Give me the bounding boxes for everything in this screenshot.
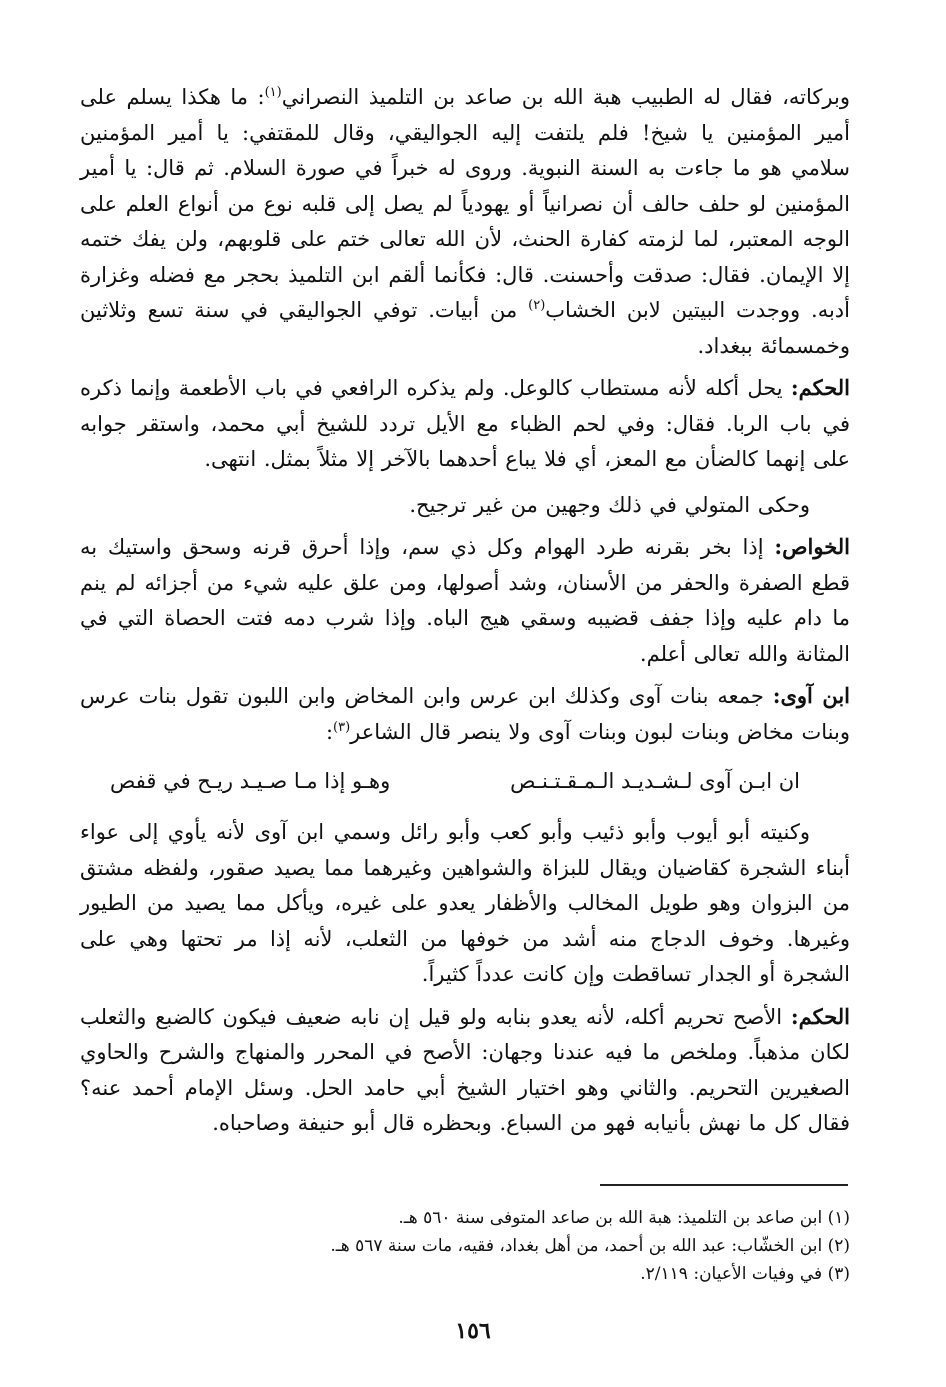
main-text-body [80, 80, 850, 1142]
footnote-marker: (١) [264, 85, 282, 100]
paragraph-text: يحل أكله لأنه مستطاب كالوعل. ولم يذكره الرافعي في باب الأطعمة وإنما ذكره في باب الربا. فقال: وفي لحم الظباء مع الأيل تردد للشيخ أبي محمد، واستقر جوابه على إنهما كالضأن مع المعز، أي فلا يباع أحدهما بالآخر إلا مثلاً بمثل. انتهى. [80, 376, 850, 471]
paragraph-ruling [80, 370, 850, 478]
paragraph-ruling-jackal [80, 999, 850, 1142]
paragraph-properties [80, 529, 850, 672]
poem-verse [80, 764, 850, 799]
footnotes [80, 1204, 850, 1288]
paragraph-text: وبركاته، فقال له الطبيب هبة الله بن صاعد بن التلميذ النصراني [281, 85, 850, 109]
paragraph-text: وكنيته أبو أيوب وأبو ذئيب وأبو كعب وأبو رائل وسمي ابن آوى لأنه يأوي إلى عواء أبناء الشجرة كقاضيان ويقال للبزاة والشواهين وغيرهما مما يصيد صقور، ولفظه مشتق من البزوان وهو طويل المخالب والأظفار يعدو على غيره، ويأكل مما يصيد من الطيور وغيرها. وخوف الدجاج منه أشد من خوفها من الثعلب، لأنه إذا مر تحتها وهي على الشجرة أو الجدار تساقطت وإن كانت عدداً كثيراً. [80, 820, 850, 986]
paragraph-text: إذا بخر بقرنه طرد الهوام وكل ذي سم، وإذا أحرق قرنه وسحق واستيك به قطع الصفرة والحفر من الأسنان، وشد أصولها، ومن علق عليه شيء من أجزائه لم ينم ما دام عليه وإذا جفف قضيبه وسقي هيج الباه. وإذا شرب دمه فتت الحصاة التي في المثانة والله تعالى أعلم. [80, 535, 850, 666]
paragraph-text: من أبيات. توفي الجواليقي في سنة تسع وثلاثين وخمسمائة ببغداد. [80, 298, 850, 358]
paragraph-text: جمعه بنات آوى وكذلك ابن عرس وابن المخاض وابن اللبون تقول بنات عرس وبنات مخاض وبنات لبون وبنات آوى ولا ينصر قال الشاعر [80, 684, 850, 744]
section-term: الخواص: [774, 534, 850, 559]
footnote-item: (٢) ابن الخشّاب: عبد الله بن أحمد، من أهل بغداد، فقيه، مات سنة ٥٦٧ هـ. [330, 1236, 850, 1256]
section-term: ابن آوى: [772, 683, 850, 708]
verse-left-hemistich: وهـو إذا مـا صـيـد ريـح في قفص [110, 769, 391, 793]
section-term: الحكم: [790, 375, 850, 400]
paragraph-text: : [325, 719, 334, 744]
footnote-marker: (٢) [528, 298, 546, 313]
paragraph-text: : ما هكذا يسلم على أمير المؤمنين يا شيخ! فلم يلتفت إليه الجواليقي، وقال للمقتفي: يا أمير المؤمنين سلامي هو ما جاءت به السنة النبوية. وروى له خبراً في صورة السلام. ثم قال: يا أمير المؤمنين لو حلف حالف أن نصرانياً أو يهودياً لم يصل إلى قلبه نوع من أنواع العلم على الوجه المعتبر، لما لزمته كفارة الحنث، لأن الله تعالى ختم على قلوبهم، ولن يفك ختمه إلا الإيمان. فقال: صدقت وأحسنت. قال: فكأنما ألقم ابن التلميذ بحجر مع فضله وغزارة أدبه. ووجدت البيتين لابن الخشاب [80, 85, 850, 322]
footnote-item: (٣) في وفيات الأعيان: ٢/١١٩. [640, 1264, 850, 1284]
section-term: الحكم: [790, 1003, 850, 1029]
footnote-item: (١) ابن صاعد بن التلميذ: هبة الله بن صاعد المتوفى سنة ٥٦٠ هـ. [398, 1208, 850, 1228]
footnote-marker: (٣) [333, 719, 351, 735]
page-number: ١٥٦ [455, 1318, 491, 1344]
paragraph-text: الأصح تحريم أكله، لأنه يعدو بنابه ولو قيل إن نابه ضعيف فيكون كالضبع والثعلب لكان مذهباً. وملخص ما فيه عندنا وجهان: الأصح في المحرر والمنهاج والشرح والحاوي الصغيرين التحريم. والثاني وهو اختيار الشيخ أبي حامد الحل. وسئل الإمام أحمد عنه؟ فقال كل ما نهش بأنيابه فهو من السباع. وبحظره قال أبو حنيفة وصاحباه. [80, 1004, 850, 1135]
paragraph-kunya [80, 815, 850, 993]
paragraph-jackal [80, 678, 850, 750]
footnote-divider [600, 1184, 848, 1186]
verse-right-hemistich: ان ابـن آوى لـشـديـد الـمـقـتـنـص [510, 769, 800, 793]
paragraph-text: وحكى المتولي في ذلك وجهين من غير ترجيح. [409, 492, 810, 517]
paragraph-mutawalli [80, 488, 850, 524]
paragraph-opening [80, 80, 850, 364]
